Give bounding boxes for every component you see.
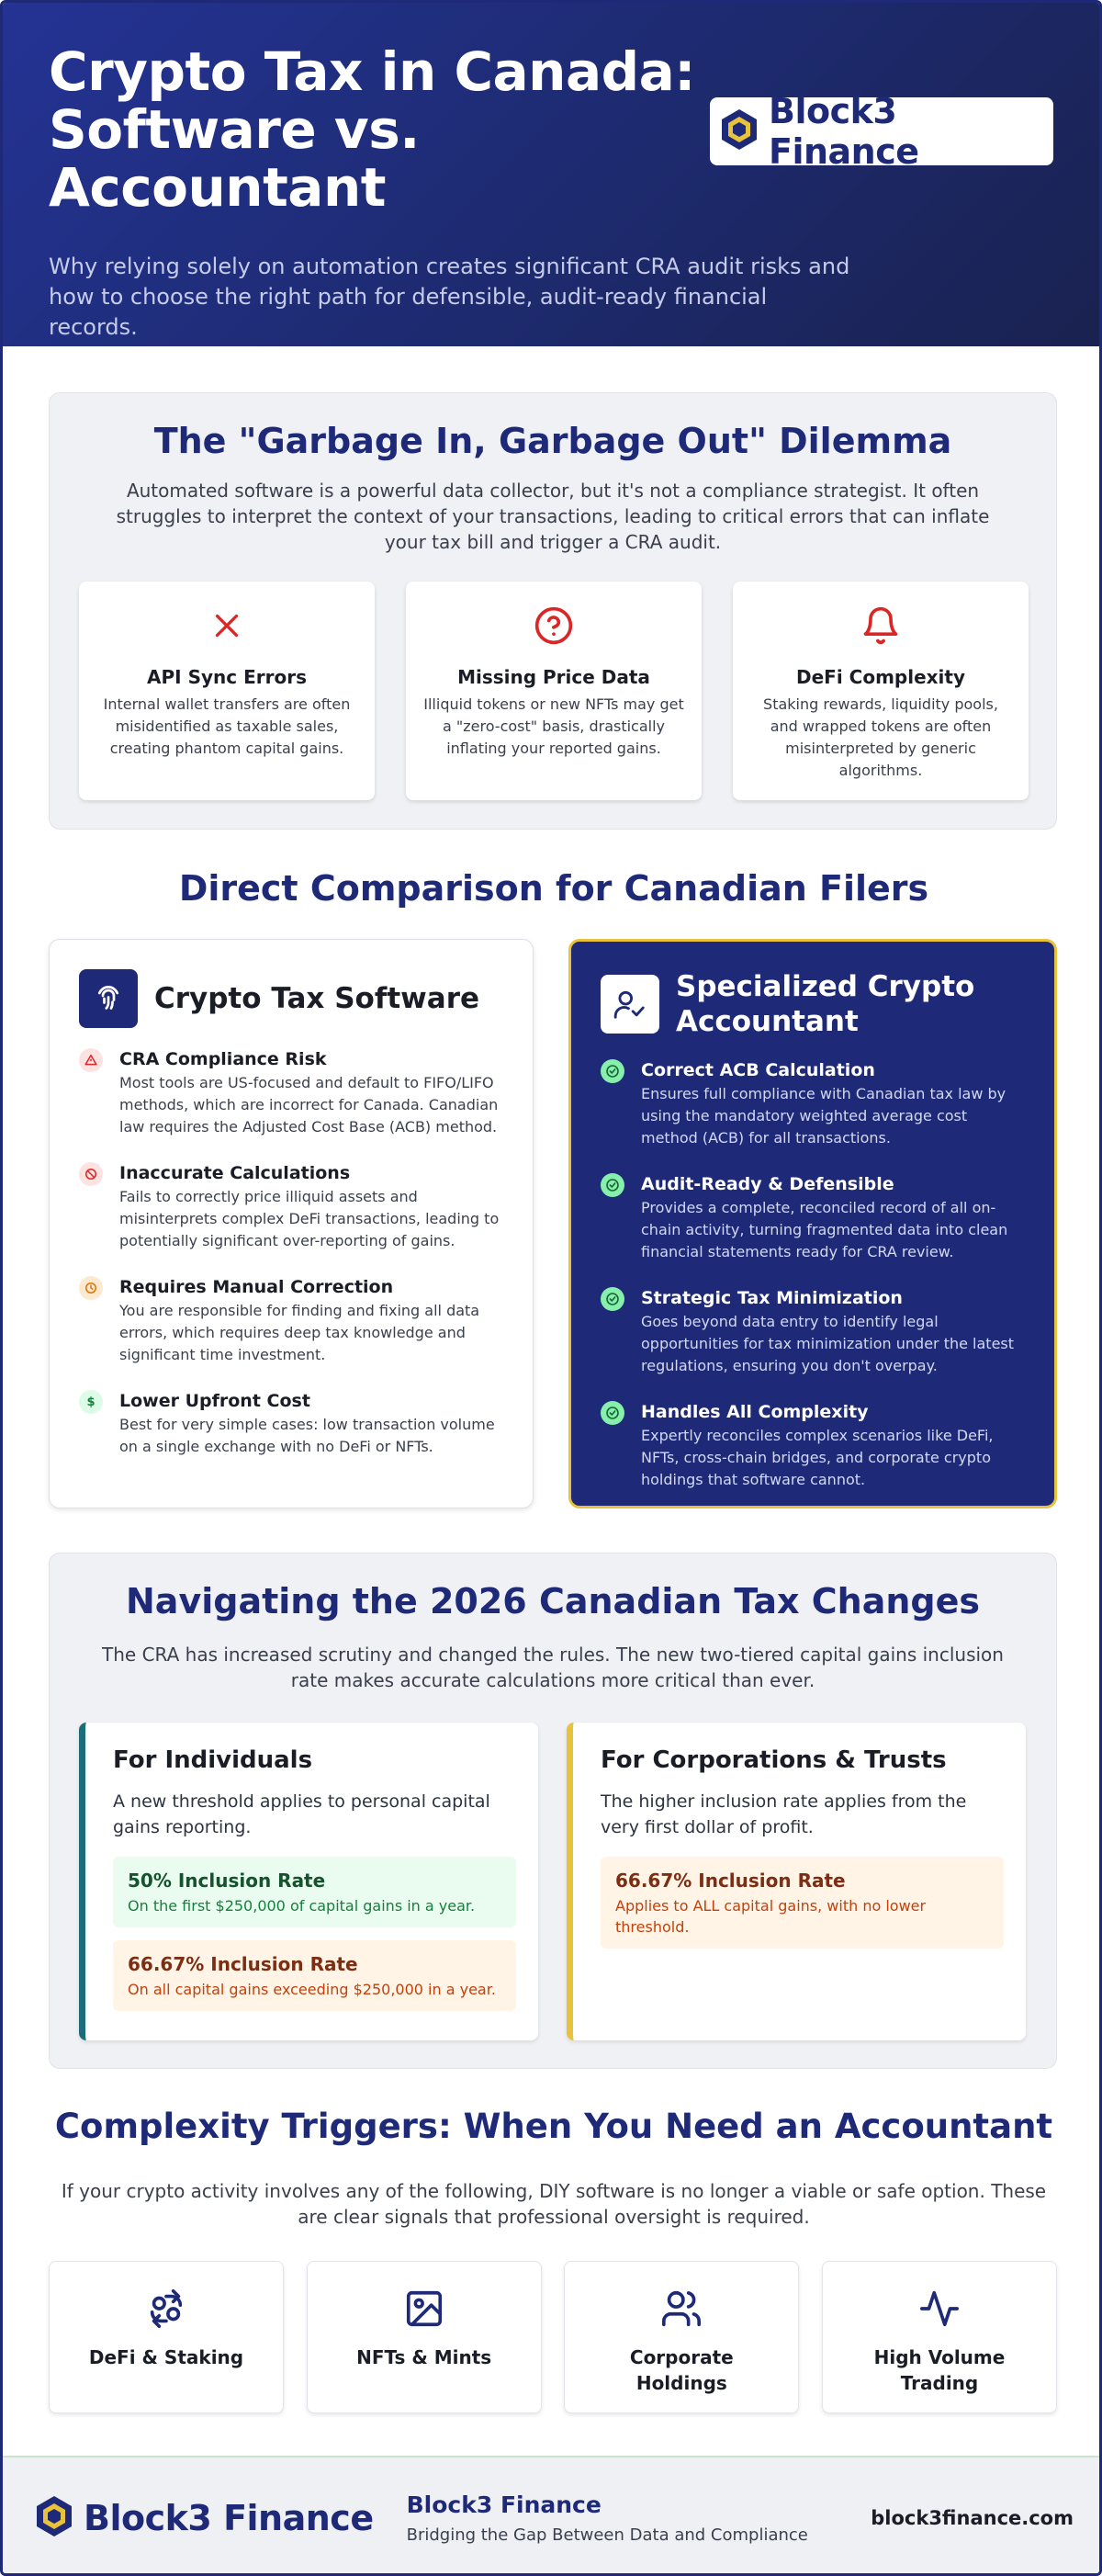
rate-text: Applies to ALL capital gains, with no lower threshold. xyxy=(615,1897,927,1936)
item-title: Lower Upfront Cost xyxy=(119,1391,310,1411)
footer-info xyxy=(407,2491,808,2545)
tax-changes-title: Navigating the 2026 Canadian Tax Changes xyxy=(126,1581,980,1621)
rate-title: 66.67% Inclusion Rate xyxy=(128,1953,358,1975)
footer xyxy=(3,2456,1102,2576)
dollar-icon: $ xyxy=(79,1390,103,1414)
triggers-title: Complexity Triggers: When You Need an Accountant xyxy=(54,2107,1053,2146)
item-text: Best for very simple cases: low transaction volume on a single exchange with no DeFi or NFTs. xyxy=(119,1416,495,1455)
x-icon xyxy=(79,604,375,648)
triggers-description: If your crypto activity involves any of the following, DIY software is no longer a viable or safe option. These are clear signals that professional oversight is required. xyxy=(61,2180,1047,2228)
arrows-exchange-icon xyxy=(50,2286,283,2332)
item-text: Expertly reconciles complex scenarios like DeFi, NFTs, cross-chain bridges, and corporate crypto holdings that software cannot. xyxy=(641,1427,994,1488)
list-item xyxy=(601,1401,1025,1491)
ban-icon xyxy=(79,1162,103,1186)
users-icon xyxy=(565,2286,798,2332)
brand-logo[interactable] xyxy=(710,91,1053,172)
item-text: Goes beyond data entry to identify legal opportunities for tax minimization under the latest regulations, ensuring you don't overpay. xyxy=(641,1313,1015,1374)
rate-title: 50% Inclusion Rate xyxy=(128,1870,326,1892)
list-item xyxy=(79,1162,503,1252)
trigger-label: High Volume Trading xyxy=(873,2346,1006,2394)
item-text: Ensures full compliance with Canadian tax law by using the mandatory weighted average cost method (ACB) for all transactions. xyxy=(641,1085,1006,1147)
error-card-text: Internal wallet transfers are often misidentified as taxable sales, creating phantom capital gains. xyxy=(103,695,351,757)
list-item xyxy=(601,1287,1025,1377)
page-subtitle: Why relying solely on automation creates significant CRA audit risks and how to choose the right path for defensible, audit-ready financial records. xyxy=(49,254,850,340)
error-card-defi xyxy=(733,582,1029,800)
accountant-card xyxy=(568,939,1057,1508)
tax-changes-section xyxy=(49,1553,1057,2069)
bell-icon xyxy=(733,604,1029,648)
user-check-icon xyxy=(601,975,659,1034)
item-title: Audit-Ready & Defensible xyxy=(641,1174,894,1194)
brand-name: Block3 Finance xyxy=(769,91,919,172)
trigger-label: DeFi & Staking xyxy=(88,2346,244,2368)
activity-icon xyxy=(823,2286,1056,2332)
error-card-title: DeFi Complexity xyxy=(796,666,965,688)
hero-header xyxy=(3,3,1099,346)
list-item xyxy=(79,1390,503,1458)
error-card-missing-price xyxy=(406,582,702,800)
software-heading: Crypto Tax Software xyxy=(154,982,480,1015)
trigger-cards xyxy=(49,2261,1057,2413)
dilemma-section xyxy=(49,392,1057,830)
trigger-card-nfts xyxy=(307,2261,542,2413)
rate-box xyxy=(601,1857,1004,1949)
error-card-text: Illiquid tokens or new NFTs may get a "zero-cost" basis, drastically inflating your reported gains. xyxy=(423,695,684,757)
item-text: Provides a complete, reconciled record of all on-chain activity, turning fragmented data into clean financial statements ready for CRA review. xyxy=(641,1199,1008,1260)
accountant-heading: Specialized Crypto Accountant xyxy=(676,970,975,1038)
software-card-header xyxy=(79,969,503,1028)
item-title: Correct ACB Calculation xyxy=(641,1060,875,1080)
corporations-text: The higher inclusion rate applies from the very first dollar of profit. xyxy=(601,1791,967,1837)
individuals-text: A new threshold applies to personal capital gains reporting. xyxy=(113,1791,490,1837)
item-title: Requires Manual Correction xyxy=(119,1277,394,1297)
list-item xyxy=(79,1276,503,1366)
list-item xyxy=(601,1173,1025,1263)
software-items xyxy=(79,1048,503,1458)
rate-box xyxy=(113,1857,516,1927)
error-cards xyxy=(79,582,1029,800)
item-text: Fails to correctly price illiquid assets and misinterprets complex DeFi transactions, leading to potentially significant over-reporting of gains. xyxy=(119,1188,500,1249)
accountant-items xyxy=(601,1059,1025,1491)
error-card-text: Staking rewards, liquidity pools, and wrapped tokens are often misinterpreted by generic algorithms. xyxy=(763,695,998,779)
comparison-title: Direct Comparison for Canadian Filers xyxy=(178,868,929,909)
individuals-heading: For Individuals xyxy=(113,1746,313,1774)
error-card-title: API Sync Errors xyxy=(147,666,307,688)
trigger-card-high-volume xyxy=(822,2261,1057,2413)
dilemma-description: Automated software is a powerful data collector, but it's not a compliance strategist. It often struggles to interpret the context of your transactions, leading to critical errors that can inflate your tax bill and trigger a CRA audit. xyxy=(116,480,990,553)
tax-changes-description: The CRA has increased scrutiny and changed the rules. The new two-tiered capital gains inclusion rate makes accurate calculations more critical than ever. xyxy=(102,1644,1004,1691)
error-card-api-sync xyxy=(79,582,375,800)
rate-text: On all capital gains exceeding $250,000 in a year. xyxy=(128,1981,496,1998)
footer-brand: Block3 Finance xyxy=(84,2498,374,2538)
accountant-card-header xyxy=(601,969,1025,1039)
hexagon-logo-icon xyxy=(34,2494,74,2542)
trigger-card-corporate xyxy=(564,2261,799,2413)
footer-website-link[interactable]: block3finance.com xyxy=(871,2507,1074,2529)
item-text: You are responsible for finding and fixing all data errors, which requires deep tax knowledge and significant time investment. xyxy=(119,1302,480,1363)
corporations-heading: For Corporations & Trusts xyxy=(601,1746,947,1774)
footer-logo[interactable] xyxy=(34,2494,374,2542)
item-title: Handles All Complexity xyxy=(641,1402,869,1422)
trigger-label: Corporate Holdings xyxy=(629,2346,734,2394)
list-item xyxy=(601,1059,1025,1149)
check-circle-icon xyxy=(601,1059,624,1083)
individuals-card xyxy=(79,1723,538,2040)
page-title: Crypto Tax in Canada: Software vs. Accountant xyxy=(49,40,695,219)
fingerprint-icon xyxy=(79,969,138,1028)
software-card xyxy=(49,939,534,1508)
question-circle-icon xyxy=(406,604,702,648)
clock-icon xyxy=(79,1276,103,1300)
footer-company-name: Block3 Finance xyxy=(406,2491,602,2518)
trigger-card-defi xyxy=(49,2261,284,2413)
check-circle-icon xyxy=(601,1401,624,1425)
item-title: CRA Compliance Risk xyxy=(119,1049,327,1069)
item-text: Most tools are US-focused and default to FIFO/LIFO methods, which are incorrect for Canada. Canadian law requires the Adjusted Cost Base (ACB) method. xyxy=(119,1074,499,1135)
corporations-card xyxy=(567,1723,1026,2040)
image-icon xyxy=(308,2286,541,2332)
check-circle-icon xyxy=(601,1173,624,1197)
footer-tagline: Bridging the Gap Between Data and Compliance xyxy=(406,2525,808,2545)
rate-box xyxy=(113,1940,516,2011)
dilemma-title: The "Garbage In, Garbage Out" Dilemma xyxy=(153,421,952,461)
rate-text: On the first $250,000 of capital gains in a year. xyxy=(128,1897,476,1915)
trigger-label: NFTs & Mints xyxy=(356,2346,492,2368)
rate-title: 66.67% Inclusion Rate xyxy=(615,1870,846,1892)
list-item xyxy=(79,1048,503,1138)
hexagon-logo-icon xyxy=(719,107,759,155)
error-card-title: Missing Price Data xyxy=(457,666,650,688)
check-circle-icon xyxy=(601,1287,624,1311)
item-title: Strategic Tax Minimization xyxy=(641,1288,903,1308)
item-title: Inaccurate Calculations xyxy=(119,1163,351,1183)
warning-icon xyxy=(79,1048,103,1072)
